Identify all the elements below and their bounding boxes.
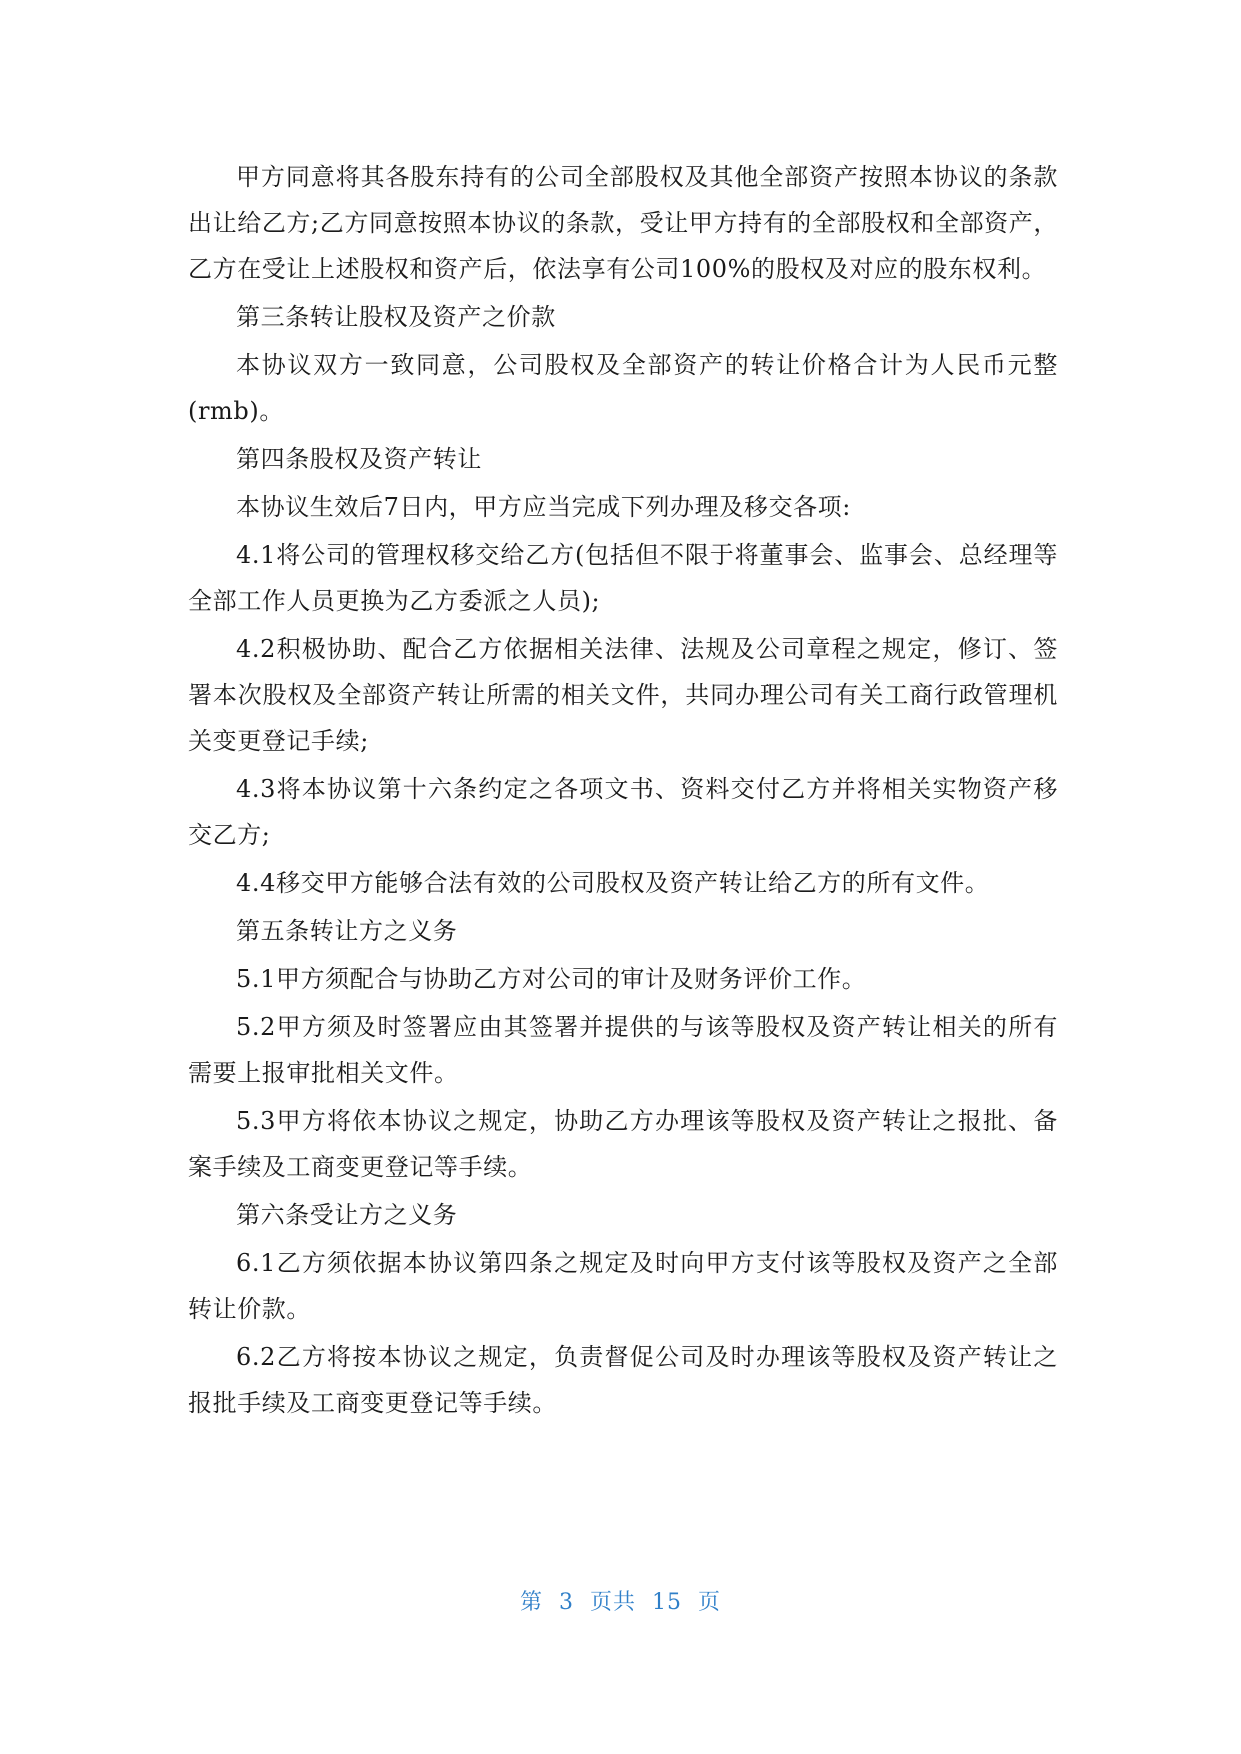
paragraph-clause-5-2: 5.2甲方须及时签署应由其签署并提供的与该等股权及资产转让相关的所有需要上报审批相关文件。 <box>188 1013 1058 1087</box>
footer-total-pages: 15 <box>652 1590 682 1615</box>
paragraph-price: 本协议双方一致同意，公司股权及全部资产的转让价格合计为人民币元整(rmb)。 <box>188 351 1058 425</box>
paragraph-clause-4-2: 4.2积极协助、配合乙方依据相关法律、法规及公司章程之规定，修订、签署本次股权及全部资产转让所需的相关文件，共同办理公司有关工商行政管理机关变更登记手续; <box>188 635 1058 755</box>
paragraph-clause-4-4: 4.4移交甲方能够合法有效的公司股权及资产转让给乙方的所有文件。 <box>236 869 990 897</box>
footer-current-page: 3 <box>558 1590 574 1615</box>
paragraph-transfer-agreement: 甲方同意将其各股东持有的公司全部股权及其他全部资产按照本协议的条款出让给乙方;乙方同意按照本协议的条款，受让甲方持有的全部股权和全部资产，乙方在受让上述股权和资产后，依法享有公司100%的股权及对应的股东权利。 <box>188 163 1058 283</box>
document-body <box>188 154 1058 1428</box>
heading-article-5: 第五条转让方之义务 <box>236 917 458 945</box>
paragraph-clause-5-3: 5.3甲方将依本协议之规定，协助乙方办理该等股权及资产转让之报批、备案手续及工商变更登记等手续。 <box>188 1107 1058 1181</box>
footer-suffix: 页 <box>698 1590 722 1615</box>
paragraph-clause-4-3: 4.3将本协议第十六条约定之各项文书、资料交付乙方并将相关实物资产移交乙方; <box>188 775 1058 849</box>
page-number-footer <box>0 1585 1241 1616</box>
paragraph-clause-6-2: 6.2乙方将按本协议之规定，负责督促公司及时办理该等股权及资产转让之报批手续及工商变更登记等手续。 <box>188 1343 1058 1417</box>
heading-article-6: 第六条受让方之义务 <box>236 1201 458 1229</box>
heading-article-4: 第四条股权及资产转让 <box>236 445 482 473</box>
paragraph-article-4-intro: 本协议生效后7日内，甲方应当完成下列办理及移交各项: <box>236 493 851 521</box>
paragraph-clause-6-1: 6.1乙方须依据本协议第四条之规定及时向甲方支付该等股权及资产之全部转让价款。 <box>188 1249 1058 1323</box>
heading-article-3: 第三条转让股权及资产之价款 <box>236 303 556 331</box>
footer-prefix: 第 <box>519 1590 543 1615</box>
paragraph-clause-4-1: 4.1将公司的管理权移交给乙方(包括但不限于将董事会、监事会、总经理等全部工作人员更换为乙方委派之人员); <box>188 541 1058 615</box>
paragraph-clause-5-1: 5.1甲方须配合与协助乙方对公司的审计及财务评价工作。 <box>236 965 867 993</box>
footer-middle: 页共 <box>589 1590 636 1615</box>
